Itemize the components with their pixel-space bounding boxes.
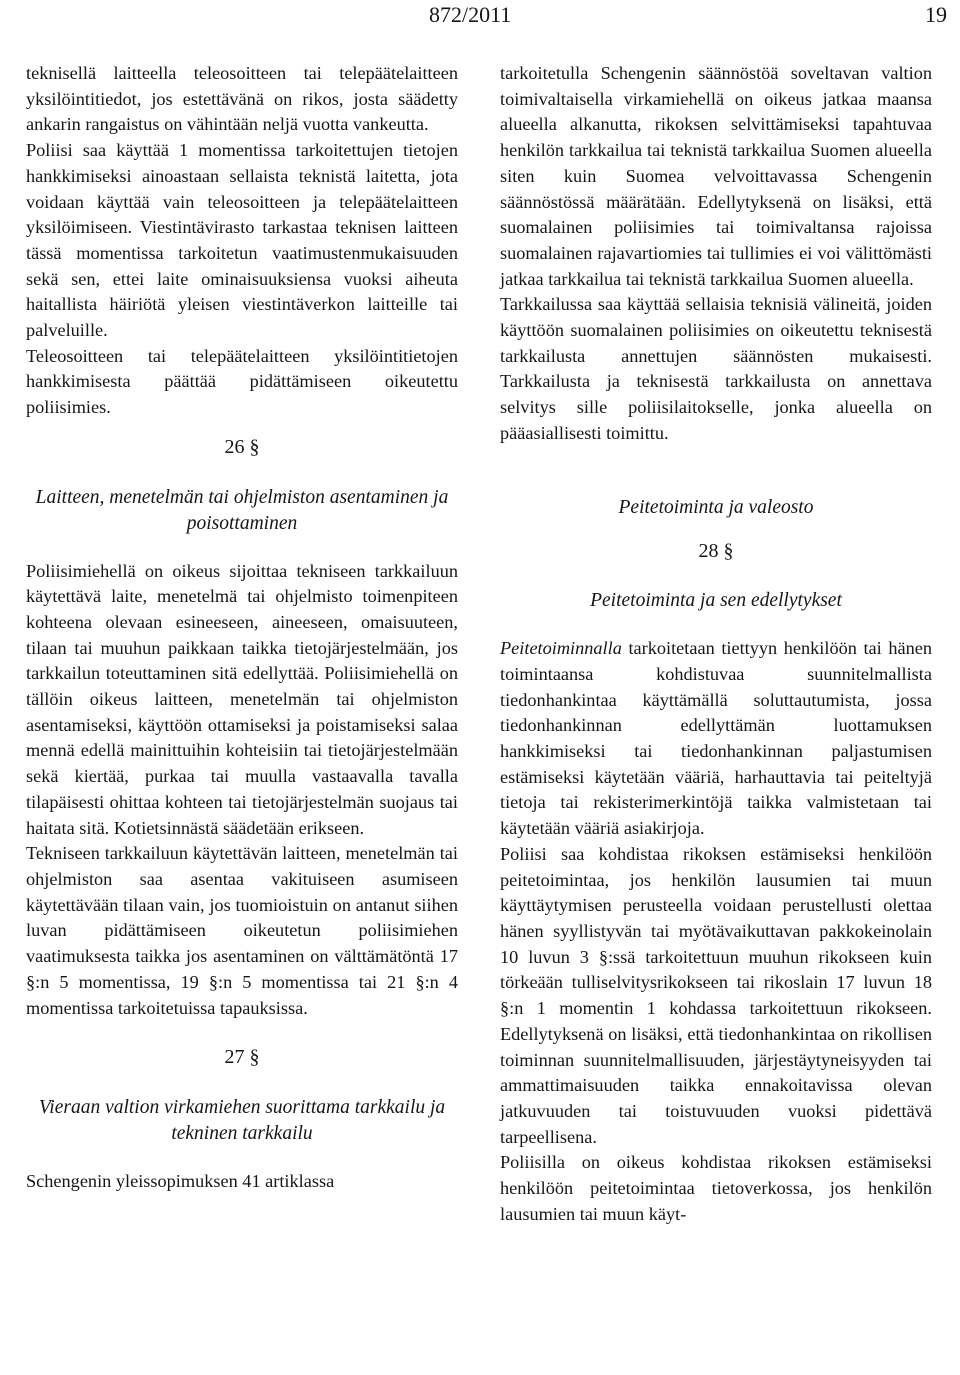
paragraph: Schengenin yleissopimuksen 41 artiklassa	[26, 1170, 335, 1191]
paragraph: Teleosoitteen tai telepäätelaitteen yksilöintitietojen hankkimisesta päättää pidättämiseen oikeutettu poliisimies.	[26, 345, 458, 418]
paragraph-text: tarkoitetaan tiettyyn henkilöön tai hänen toimintaansa kohdistuvaa suunnitelmallista tiedonhankintaa käyttämällä soluttautumista, jossa tiedonhankinnan edellyttämän luottamuksen hankkimiseksi tai tiedonhankinnan paljastumisen estämiseksi käytetään vääriä, harhauttavia tai peiteltyjä tietoja tai rekisterimerkintöjä taikka valmistetaan tai käytetään vääriä asiakirjoja.	[500, 638, 932, 839]
paragraph: Tekniseen tarkkailuun käytettävän laitteen, menetelmän tai ohjelmiston saa asentaa vakituiseen asumiseen käytettävään tilaan vain, jos tuomioistuin on antanut siihen luvan pidättämiseen oikeutetun poliisimiehen vaatimuksesta taikka jos asentaminen on välttämätöntä 17 §:n 5 momentissa, 19 §:n 5 momentissa tai 21 §:n 4 momentissa tarkoitetuissa tapauksissa.	[26, 843, 458, 1018]
paragraph: Poliisi saa käyttää 1 momentissa tarkoitettujen tietojen hankkimiseksi ainoastaan sellaista teknistä laitetta, jota voidaan käyttää vain teleosoitteen ja telepäätelaitteen yksilöimiseen. Viestintävirasto tarkastaa teknisen laitteen tässä momentissa tarkoitetun vaatimustenmukaisuuden sekä sen, ettei laite ominaisuuksiensa vuoksi aiheuta haitallista häiriötä yleisen viestintäverkon laitteille tai palveluille.	[26, 140, 458, 341]
left-column	[26, 61, 458, 1195]
chapter-title: Peitetoiminta ja valeosto	[618, 496, 814, 518]
paragraph: Poliisi saa kohdistaa rikoksen estämiseksi henkilöön peitetoimintaa, jos henkilön lausumien tai muun käyttäytymisen perusteella voidaan perustellusti olettaa hänen syyllistyvän tai myötävaikuttavan pakkokeinolain 10 luvun 3 §:ssä tarkoitettuun muuhun rikokseen kuin törkeään tulliselvitysrikokseen tai rikoslain 17 luvun 18 §:n 1 momentin 1 kohdassa tarkoitettuun rikokseen. Edellytyksenä on lisäksi, että tiedonhankintaa on rikollisen toiminnan suunnitelmallisuuden, järjestäytyneisyyden tai ammattimaisuuden taikka ennakoitavissa olevan jatkuvuuden tai toistuvuuden vuoksi pidettävä tarpeellisena.	[500, 843, 932, 1147]
paragraph: teknisellä laitteella teleosoitteen tai telepäätelaitteen yksilöintitiedot, jos estettävänä on rikos, josta säädetty ankarin rangaistus on vähintään neljä vuotta vankeutta.	[26, 63, 458, 135]
section-title: Laitteen, menetelmän tai ohjelmiston asentaminen ja poisottaminen	[35, 486, 449, 534]
defined-term: Peitetoiminnalla	[500, 638, 622, 659]
section-number: 27 §	[224, 1046, 260, 1069]
section-number: 28 §	[698, 539, 734, 562]
page-header	[0, 2, 960, 32]
section-title: Vieraan valtion virkamiehen suorittama tarkkailu ja tekninen tarkkailu	[38, 1096, 446, 1144]
paragraph: Poliisilla on oikeus kohdistaa rikoksen estämiseksi henkilöön peitetoimintaa tietoverkossa, jos henkilön lausumien tai muun käyt-	[500, 1152, 932, 1224]
paragraph: Tarkkailussa saa käyttää sellaisia teknisiä välineitä, joiden käyttöön suomalainen poliisimies on oikeutettu teknisestä tarkkailusta annettujen säännösten mukaisesti. Tarkkailusta ja teknisestä tarkkailusta on annettava selvitys sille poliisilaitokselle, jonka alueella on pääasiallisesti toimittu.	[500, 294, 932, 443]
paragraph: tarkoitetulla Schengenin säännöstöä soveltavan valtion toimivaltaisella virkamiehellä on oikeus jatkaa maansa alueella alkanutta, rikoksen selvittämiseksi tapahtuvaa henkilön tarkkailua tai teknistä tarkkailua Suomen alueella siten kuin Suomea velvoittavassa Schengenin säännöstössä määrätään. Edellytyksenä on lisäksi, että suomalainen poliisimies tai toimivaltansa rajoissa suomalainen rajavartiomies tai tullimies ei voi välittömästi jatkaa tarkkailua tai teknistä tarkkailua Suomen alueella.	[500, 63, 932, 289]
section-number: 26 §	[224, 435, 260, 458]
publication-number: 872/2011	[429, 2, 512, 27]
section-title: Peitetoiminta ja sen edellytykset	[590, 590, 842, 612]
right-column	[500, 61, 932, 1227]
page-number: 19	[925, 2, 947, 27]
paragraph: Poliisimiehellä on oikeus sijoittaa tekniseen tarkkailuun käytettävä laite, menetelmä tai ohjelmisto toimenpiteen kohteena olevaan esineeseen, aineeseen, omaisuuteen, tilaan tai muuhun paikkaan taikka tietojärjestelmään, jos tarkkailun toteuttaminen sitä edellyttää. Poliisimiehellä on tällöin oikeus laitteen, menetelmän tai ohjelmiston asentamiseksi, käyttöön ottamiseksi ja poistamiseksi salaa mennä edellä mainittuihin kohteisiin tai tietojärjestelmään sekä kiertää, purkaa tai muulla vastaavalla tavalla tilapäisesti ohittaa kohteen tai tietojärjestelmän suojaus tai haitata sitä. Kotietsinnästä säädetään erikseen.	[26, 560, 458, 838]
paragraph	[500, 636, 932, 842]
